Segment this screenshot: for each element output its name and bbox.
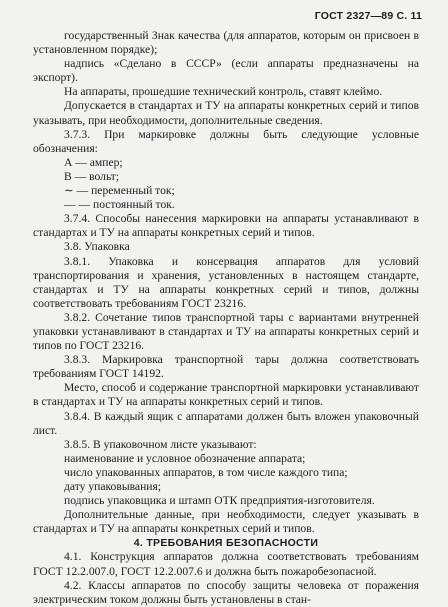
paragraph: 3.8.5. В упаковочном листе указывают: [64, 437, 257, 451]
paragraph: ∼ — переменный ток; [64, 184, 175, 198]
paragraph: Дополнительные данные, при необходимости, следует указывать в стандартах и ТУ на аппараты конкретных серий и типов. [33, 508, 419, 536]
paragraph: 4.1. Конструкция аппаратов должна соответствовать требованиям ГОСТ 12.2.007.0, ГОСТ 12.2.007.6 и должна быть пожаробезопасной. [33, 550, 419, 578]
paragraph: 3.8.4. В каждый ящик с аппаратами должен быть вложен упаковочный лист. [33, 409, 419, 437]
paragraph: На аппараты, прошедшие технический контроль, ставят клеймо. [64, 85, 383, 99]
paragraph: Место, способ и содержание транспортной маркировки устанавливают в стандартах и ТУ на аппараты конкретных серий и типов. [33, 381, 419, 409]
paragraph: наименование и условное обозначение аппарата; [64, 451, 306, 465]
paragraph: подпись упаковщика и штамп ОТК предприятия-изготовителя. [64, 494, 375, 508]
paragraph: А — ампер; [64, 155, 123, 169]
paragraph: государственный Знак качества (для аппаратов, которым он присвоен в установленном порядке); [33, 29, 419, 57]
paragraph: 3.8.2. Сочетание типов транспортной тары с вариантами внутренней упаковки устанавливают в стандартах и ТУ на аппараты конкретных серий и типов по ГОСТ 23216. [33, 310, 419, 353]
page-header: ГОСТ 2327—89 С. 11 [314, 10, 422, 22]
paragraph: 3.8. Упаковка [64, 240, 130, 254]
paragraph: 3.8.3. Маркировка транспортной тары должна соответствовать требованиям ГОСТ 14192. [33, 353, 419, 381]
paragraph: — — постоянный ток. [64, 198, 175, 212]
paragraph: число упакованных аппаратов, в том числе каждого типа; [64, 465, 348, 479]
paragraph: В — вольт; [64, 169, 120, 183]
page-body [33, 29, 419, 607]
paragraph: дату упаковывания; [64, 480, 162, 493]
paragraph: Допускается в стандартах и ТУ на аппараты конкретных серий и типов указывать, при необходимости, дополнительные сведения. [33, 99, 419, 127]
paragraph: надпись «Сделано в СССР» (если аппараты предназначены на экспорт). [33, 57, 419, 85]
paragraph: 3.8.1. Упаковка и консервация аппаратов для условий транспортирования и хранения, установленных в настоящем стандарте, стандартах и ТУ на аппараты конкретных серий и типов, должны соответствовать требованиям ГОСТ 23216. [33, 254, 419, 310]
paragraph: 3.7.3. При маркировке должны быть следующие условные обозначения: [33, 127, 419, 155]
section-heading: 4. ТРЕБОВАНИЯ БЕЗОПАСНОСТИ [133, 537, 319, 550]
paragraph: 4.2. Классы аппаратов по способу защиты человека от поражения электрическим током должны быть установлены в стан- [33, 578, 419, 606]
paragraph: 3.7.4. Способы нанесения маркировки на аппараты устанавливают в стандартах и ТУ на аппараты конкретных серий и типов. [33, 212, 419, 240]
